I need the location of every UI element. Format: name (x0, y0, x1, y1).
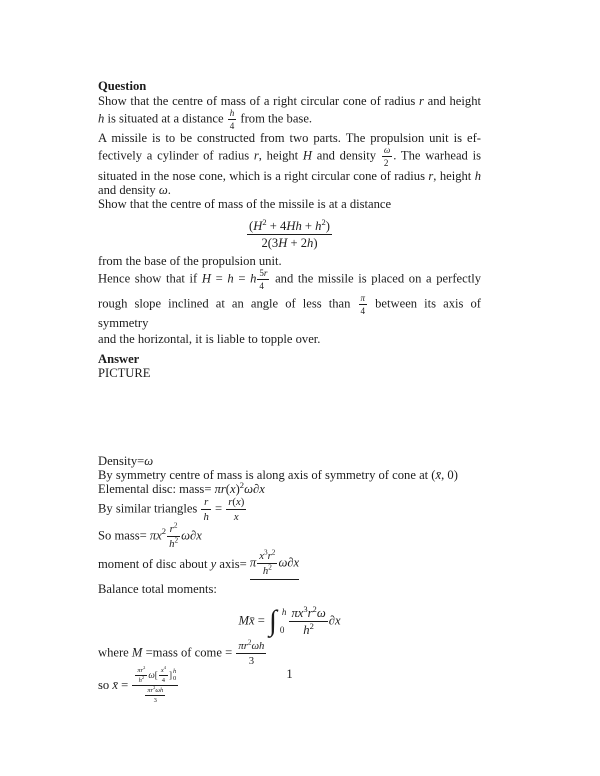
text-run: ) (240, 496, 245, 509)
fraction-numerator (257, 550, 277, 564)
a-line-3 (98, 482, 481, 496)
fraction-numerator (226, 496, 246, 510)
q-line-3 (98, 131, 481, 145)
text-run: 5 (259, 267, 264, 278)
math-var: H (253, 218, 263, 233)
q-line-1 (98, 94, 481, 108)
text-run: 2 (262, 216, 267, 227)
text-run: 4 (229, 121, 235, 132)
q-line-5 (98, 169, 481, 183)
a-line-1 (98, 454, 481, 468)
text-run: 2 (309, 621, 314, 632)
math-var: πr (147, 687, 154, 695)
math-var: ωh (251, 639, 265, 652)
fraction-numerator (228, 108, 237, 120)
text-run: 3 (248, 654, 255, 667)
text-run: ) (325, 218, 330, 233)
math-var: ω∂x (278, 555, 300, 570)
math-fraction (228, 108, 237, 131)
text-run: 4 (360, 306, 366, 317)
text-run: By similar triangles (98, 501, 201, 516)
math-var: h (169, 538, 175, 551)
math-var: ∂x (328, 613, 341, 628)
math-var: h (229, 108, 235, 118)
fraction-denominator (359, 305, 368, 316)
integral-limits (278, 608, 287, 635)
fraction-denominator (257, 280, 269, 291)
math-var: πr (238, 639, 248, 652)
math-fraction (247, 216, 332, 250)
text-run: ) (313, 235, 318, 250)
text-run: 2 (141, 674, 145, 680)
text-run: = (211, 271, 228, 286)
math-var: r (228, 496, 233, 509)
text-run: rough slope inclined at an angle of less than (98, 296, 358, 311)
text-run: is situated at a distance (104, 111, 227, 126)
fraction-denominator (382, 157, 392, 168)
math-fraction (257, 550, 277, 577)
text-run: 4 (163, 664, 166, 670)
math-var: ω∂x (181, 528, 202, 543)
text-run: + 2 (287, 235, 308, 250)
text-run: Balance total moments: (98, 582, 217, 597)
math-var: r (253, 148, 259, 163)
text-run: Question (98, 79, 147, 93)
math-var: r (263, 267, 268, 278)
text-run: Answer (98, 352, 140, 367)
page-number: 1 (286, 667, 293, 681)
fraction-numerator (257, 268, 269, 280)
text-run: = (254, 613, 268, 628)
math-var: r (267, 550, 272, 563)
text-run: between its axis of symmetry (98, 296, 481, 331)
math-fraction (226, 496, 246, 523)
math-fraction (382, 145, 392, 168)
math-var: h (474, 168, 481, 183)
text-run: 4 (259, 280, 264, 291)
math-var: πx (149, 528, 162, 543)
text-run: 0 (279, 625, 285, 636)
text-run: 2 (174, 536, 179, 545)
text-run: ( (249, 218, 254, 233)
text-run: 2 (271, 548, 276, 557)
a-line-5 (98, 523, 481, 550)
text-run: from the base of the propulsion unit. (98, 253, 282, 268)
display-equation-2 (98, 606, 481, 637)
text-run: 3 (303, 604, 308, 615)
math-var: x̄ (435, 468, 442, 483)
integral (269, 607, 286, 636)
fraction-numerator (289, 606, 327, 622)
math-fraction (145, 684, 165, 705)
text-run: = (117, 677, 132, 692)
superscript (162, 527, 166, 537)
answer-heading (98, 352, 481, 366)
math-var: x (230, 482, 236, 497)
lower-limit (278, 626, 287, 635)
fraction-denominator (226, 510, 246, 523)
fraction-denominator (201, 510, 210, 523)
math-fraction (289, 606, 327, 637)
text-run: , height (258, 148, 303, 163)
fraction-numerator (145, 684, 165, 696)
text-run: , height (433, 168, 475, 183)
math-var: h (281, 607, 287, 618)
math-var: ω (144, 454, 154, 469)
math-var: ω (158, 182, 168, 197)
q-line-2 (98, 108, 481, 131)
text-run: Show that the centre of mass of a right circular cone of radius (98, 94, 419, 108)
fraction-denominator (145, 696, 165, 704)
math-var: πr (137, 666, 144, 674)
math-var: x (259, 550, 264, 563)
math-var: r (428, 168, 434, 183)
q-line-6 (98, 183, 481, 197)
math-var: r (307, 606, 313, 621)
math-var: πx (291, 606, 304, 621)
upper-limit (282, 608, 287, 617)
math-var: h (315, 218, 322, 233)
a-line-7 (98, 582, 481, 596)
text-run: situated in the nose cone, which is a right circular cone of radius (98, 168, 429, 183)
text-run: 3 (263, 548, 268, 557)
superscript (174, 522, 178, 530)
math-var: x (236, 496, 241, 509)
fraction-numerator (247, 216, 332, 235)
math-var: h (203, 511, 209, 524)
math-var: h (262, 565, 269, 578)
text-run: 2 (143, 664, 146, 670)
text-run: . (167, 182, 171, 197)
math-var: h (98, 111, 105, 126)
math-var: ω (383, 145, 391, 156)
math-var: ωh (155, 687, 164, 695)
text-run: Hence show that if (98, 271, 202, 286)
text-run: and the missile is placed on a perfectly (270, 271, 482, 286)
math-var: H (201, 271, 211, 286)
fraction-numerator (167, 523, 180, 537)
text-run: 2 (247, 637, 252, 646)
math-var: ω∂x (244, 482, 265, 497)
text-run: A missile is to be constructed from two parts. The propulsion unit is ef- (98, 131, 481, 146)
text-run: [ (154, 669, 158, 680)
display-equation-1 (98, 216, 481, 250)
text-run: = (211, 501, 226, 516)
text-run: + (301, 218, 316, 233)
text-run: Elemental disc: mass= (98, 482, 215, 497)
text-run: and height (423, 94, 481, 108)
picture-placeholder (98, 366, 481, 380)
text-run: 0 (172, 675, 177, 683)
q-line-10 (98, 293, 481, 330)
text-run: axis= (216, 557, 250, 572)
fraction-numerator (201, 496, 210, 510)
text-run: so (98, 677, 113, 692)
math-var: πr (214, 482, 226, 497)
a-line-4 (98, 496, 481, 523)
math-var: h (138, 676, 142, 684)
fraction-denominator (236, 654, 266, 667)
fraction-denominator (289, 622, 327, 637)
text-run: 2 (239, 480, 245, 491)
math-fraction (201, 496, 210, 523)
text-run: 2 (268, 563, 272, 572)
question-heading (98, 79, 481, 93)
text-run: 3 (153, 697, 157, 705)
math-var: Mx̄ (238, 613, 255, 628)
math-fraction (257, 268, 269, 291)
text-run: ( (225, 482, 230, 497)
fraction-numerator (359, 293, 368, 305)
fraction-denominator (228, 120, 237, 131)
text-run: ) (235, 482, 240, 497)
superscript (268, 564, 272, 572)
math-var: h (227, 271, 234, 286)
math-var: π (249, 555, 257, 570)
math-var: H (278, 235, 288, 250)
math-var: h (250, 271, 257, 286)
math-var: r (169, 523, 174, 536)
math-var: ω (148, 669, 155, 680)
math-var: x (160, 666, 164, 674)
text-run: + 4 (266, 218, 287, 233)
text-run: ( (232, 496, 236, 509)
text-run: Show that the centre of mass of the missile is at a distance (98, 196, 392, 211)
text-run: 2 (312, 604, 317, 615)
text-run: 4 (161, 676, 166, 684)
math-var: M (131, 644, 143, 659)
text-run: moment of disc about (98, 557, 211, 572)
text-run: and the horizontal, it is liable to topple over. (98, 332, 321, 347)
math-var: r (204, 496, 209, 509)
fraction-denominator (132, 686, 178, 705)
math-var: h (303, 623, 310, 638)
text-run: 2 (173, 521, 178, 530)
a-line-2 (98, 468, 481, 482)
math-var: π (360, 293, 366, 304)
underlined-expression (250, 550, 299, 580)
fraction-denominator (257, 564, 277, 577)
math-fraction (167, 523, 180, 550)
a-line-6 (98, 550, 481, 580)
text-run: ] (168, 669, 172, 680)
fraction-denominator (247, 235, 332, 250)
q-line-9 (98, 268, 481, 291)
math-var: h (307, 235, 314, 250)
text-run: 2 (383, 158, 389, 169)
q-line-4 (98, 145, 481, 168)
fraction-numerator (382, 145, 392, 157)
integral-sign: ∫ (268, 605, 277, 638)
math-var: h (172, 668, 177, 676)
text-run: So mass= (98, 528, 150, 543)
text-run: 2(3 (261, 235, 279, 250)
text-run: Density= (98, 454, 145, 469)
math-var: r (419, 94, 424, 108)
math-var: x̄ (112, 677, 118, 692)
math-var: H (302, 148, 313, 163)
text-run: By symmetry centre of mass is along axis of symmetry of cone at ( (98, 468, 436, 483)
math-var: x (233, 511, 239, 524)
q-line-8 (98, 254, 481, 268)
text-run: PICTURE (98, 366, 151, 381)
q-line-7 (98, 197, 481, 211)
text-run: fectively a cylinder of radius (98, 148, 254, 163)
fraction-denominator (167, 537, 180, 550)
fraction-numerator (236, 637, 266, 654)
text-run: , 0) (441, 468, 458, 483)
text-run: . The warhead is (393, 148, 481, 163)
text-run: and density (98, 182, 159, 197)
math-fraction (236, 637, 266, 667)
text-run: 2 (161, 526, 167, 537)
math-var: y (210, 557, 217, 572)
text-run: from the base. (237, 111, 313, 126)
q-line-11 (98, 332, 481, 346)
math-fraction (359, 293, 368, 316)
text-run: where (98, 644, 132, 659)
math-var: Hh (286, 218, 302, 233)
text-run: 2 (153, 684, 156, 690)
superscript (272, 549, 276, 557)
superscript (310, 621, 314, 631)
text-run: 2 (321, 216, 326, 227)
superscript (174, 537, 178, 545)
text-run: =mass of come = (142, 644, 236, 659)
document-content (98, 79, 481, 705)
math-var: ω (316, 606, 326, 621)
text-run: = (233, 271, 251, 286)
text-run: and density (312, 148, 381, 163)
